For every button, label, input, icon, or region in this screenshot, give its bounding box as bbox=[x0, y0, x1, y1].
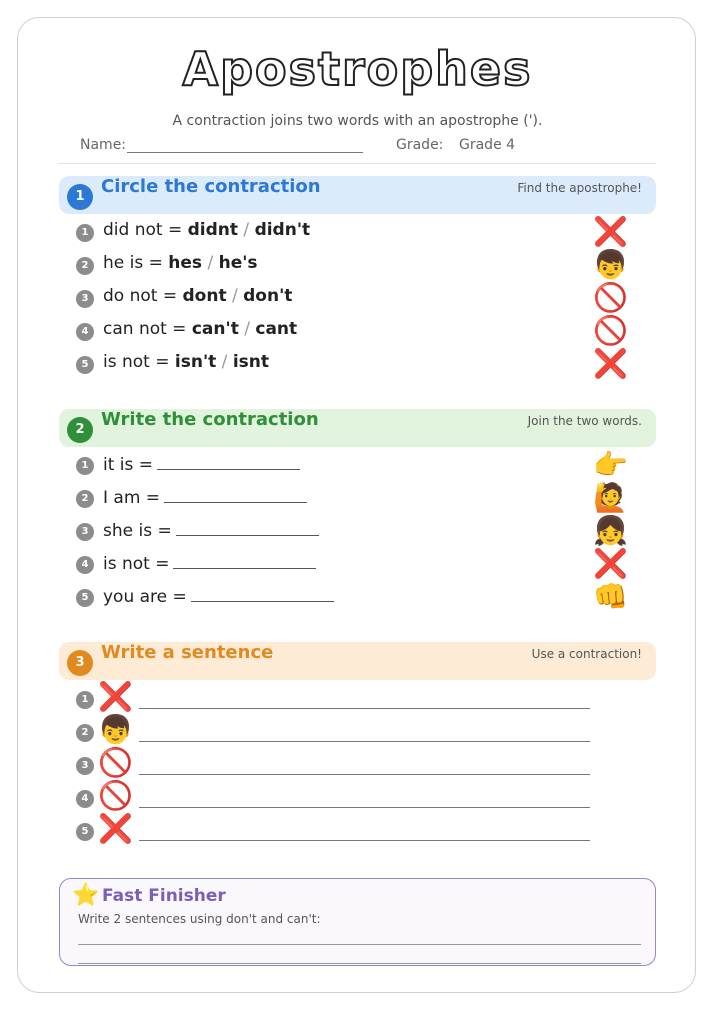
item-number-badge: 5 bbox=[76, 356, 94, 374]
item-prompt: I am = bbox=[103, 488, 161, 508]
item-emoji-icon: 🚫 bbox=[98, 779, 133, 812]
option-b[interactable]: don't bbox=[243, 286, 293, 306]
section-number-badge: 1 bbox=[67, 184, 93, 210]
section-heading: Circle the contraction bbox=[101, 176, 321, 197]
sentence-item bbox=[76, 713, 636, 746]
answer-blank[interactable] bbox=[191, 585, 334, 602]
item-text bbox=[103, 453, 300, 475]
item-emoji-icon: ❌ bbox=[98, 680, 133, 713]
write-item bbox=[76, 481, 636, 514]
item-text bbox=[103, 352, 269, 372]
item-emoji-icon: 👦 bbox=[593, 248, 628, 281]
option-b[interactable]: isnt bbox=[232, 352, 270, 372]
item-number-badge: 1 bbox=[76, 691, 94, 709]
grade-label: Grade: bbox=[396, 137, 444, 153]
sentence-item bbox=[76, 680, 636, 713]
section-3-banner bbox=[59, 642, 656, 680]
item-emoji-icon: ❌ bbox=[593, 215, 628, 248]
sentence-line[interactable] bbox=[139, 774, 590, 775]
circle-item bbox=[76, 347, 636, 380]
item-number-badge: 4 bbox=[76, 323, 94, 341]
section-hint: Join the two words. bbox=[527, 414, 642, 428]
item-prompt: he is = bbox=[103, 253, 169, 273]
section-hint: Use a contraction! bbox=[531, 647, 642, 661]
item-prompt: did not = bbox=[103, 220, 188, 240]
option-a[interactable]: can't bbox=[191, 319, 239, 339]
item-prompt: is not = bbox=[103, 554, 170, 574]
option-a[interactable]: didnt bbox=[187, 220, 239, 240]
sentence-line[interactable] bbox=[139, 840, 590, 841]
item-number-badge: 5 bbox=[76, 589, 94, 607]
option-b[interactable]: didn't bbox=[254, 220, 311, 240]
write-item bbox=[76, 547, 636, 580]
writing-line[interactable] bbox=[78, 944, 641, 945]
write-item bbox=[76, 580, 636, 613]
item-number-badge: 2 bbox=[76, 724, 94, 742]
name-label: Name: bbox=[80, 137, 127, 153]
item-number-badge: 5 bbox=[76, 823, 94, 841]
item-number-badge: 1 bbox=[76, 457, 94, 475]
header-divider bbox=[58, 163, 656, 164]
item-emoji-icon: 👉 bbox=[593, 448, 628, 481]
item-text bbox=[103, 519, 319, 541]
option-a[interactable]: isn't bbox=[174, 352, 217, 372]
write-item bbox=[76, 514, 636, 547]
fast-finisher-prompt: Write 2 sentences using don't and can't: bbox=[78, 912, 321, 926]
section-heading: Write a sentence bbox=[101, 642, 274, 663]
worksheet-title: Apostrophes bbox=[182, 42, 533, 96]
section-number-badge: 2 bbox=[67, 417, 93, 443]
sentence-line[interactable] bbox=[139, 741, 590, 742]
item-text bbox=[103, 319, 297, 339]
circle-item bbox=[76, 215, 636, 248]
section-number-badge: 3 bbox=[67, 650, 93, 676]
answer-blank[interactable] bbox=[173, 552, 316, 569]
item-number-badge: 2 bbox=[76, 257, 94, 275]
item-emoji-icon: 🚫 bbox=[593, 281, 628, 314]
item-text bbox=[103, 286, 292, 306]
sentence-item bbox=[76, 746, 636, 779]
item-number-badge: 3 bbox=[76, 757, 94, 775]
answer-blank[interactable] bbox=[164, 486, 307, 503]
item-emoji-icon: ❌ bbox=[593, 347, 628, 380]
answer-blank[interactable] bbox=[157, 453, 300, 470]
item-number-badge: 3 bbox=[76, 523, 94, 541]
item-emoji-icon: 👧 bbox=[593, 514, 628, 547]
sentence-line[interactable] bbox=[139, 708, 590, 709]
item-number-badge: 2 bbox=[76, 490, 94, 508]
section-heading: Write the contraction bbox=[101, 409, 319, 430]
item-number-badge: 1 bbox=[76, 224, 94, 242]
worksheet-subtitle: A contraction joins two words with an apostrophe ('). bbox=[172, 113, 543, 129]
item-prompt: can not = bbox=[103, 319, 192, 339]
item-number-badge: 3 bbox=[76, 290, 94, 308]
item-emoji-icon: 🙋 bbox=[593, 481, 628, 514]
option-separator: / bbox=[202, 253, 219, 273]
circle-item bbox=[76, 281, 636, 314]
item-text bbox=[103, 552, 316, 574]
option-b[interactable]: he's bbox=[218, 253, 258, 273]
item-text bbox=[103, 220, 310, 240]
item-text bbox=[103, 253, 258, 273]
write-item bbox=[76, 448, 636, 481]
grade-value: Grade 4 bbox=[459, 137, 516, 153]
sentence-line[interactable] bbox=[139, 807, 590, 808]
item-text bbox=[103, 486, 307, 508]
option-a[interactable]: dont bbox=[182, 286, 227, 306]
item-prompt: you are = bbox=[103, 587, 187, 607]
option-a[interactable]: hes bbox=[168, 253, 203, 273]
fast-finisher-heading: Fast Finisher bbox=[102, 886, 226, 906]
item-number-badge: 4 bbox=[76, 556, 94, 574]
writing-line[interactable] bbox=[78, 963, 641, 964]
item-emoji-icon: 👦 bbox=[98, 713, 133, 746]
item-emoji-icon: 👊 bbox=[593, 580, 628, 613]
item-number-badge: 4 bbox=[76, 790, 94, 808]
item-emoji-icon: 🚫 bbox=[593, 314, 628, 347]
item-emoji-icon: ❌ bbox=[593, 547, 628, 580]
star-icon: ⭐ bbox=[72, 883, 100, 908]
circle-item bbox=[76, 314, 636, 347]
option-b[interactable]: cant bbox=[255, 319, 298, 339]
circle-item bbox=[76, 248, 636, 281]
option-separator: / bbox=[226, 286, 244, 306]
section-2-banner bbox=[59, 409, 656, 447]
item-text bbox=[103, 585, 334, 607]
fast-finisher-box bbox=[59, 878, 656, 966]
item-emoji-icon: ❌ bbox=[98, 812, 133, 845]
sentence-item bbox=[76, 779, 636, 812]
name-field[interactable] bbox=[127, 152, 363, 153]
sentence-item bbox=[76, 812, 636, 845]
item-emoji-icon: 🚫 bbox=[98, 746, 133, 779]
item-prompt: it is = bbox=[103, 455, 154, 475]
item-prompt: do not = bbox=[103, 286, 183, 306]
option-separator: / bbox=[216, 352, 233, 372]
section-1-banner bbox=[59, 176, 656, 214]
option-separator: / bbox=[238, 220, 255, 240]
section-hint: Find the apostrophe! bbox=[517, 181, 642, 195]
item-prompt: she is = bbox=[103, 521, 172, 541]
answer-blank[interactable] bbox=[176, 519, 319, 536]
item-prompt: is not = bbox=[103, 352, 175, 372]
option-separator: / bbox=[238, 319, 256, 339]
